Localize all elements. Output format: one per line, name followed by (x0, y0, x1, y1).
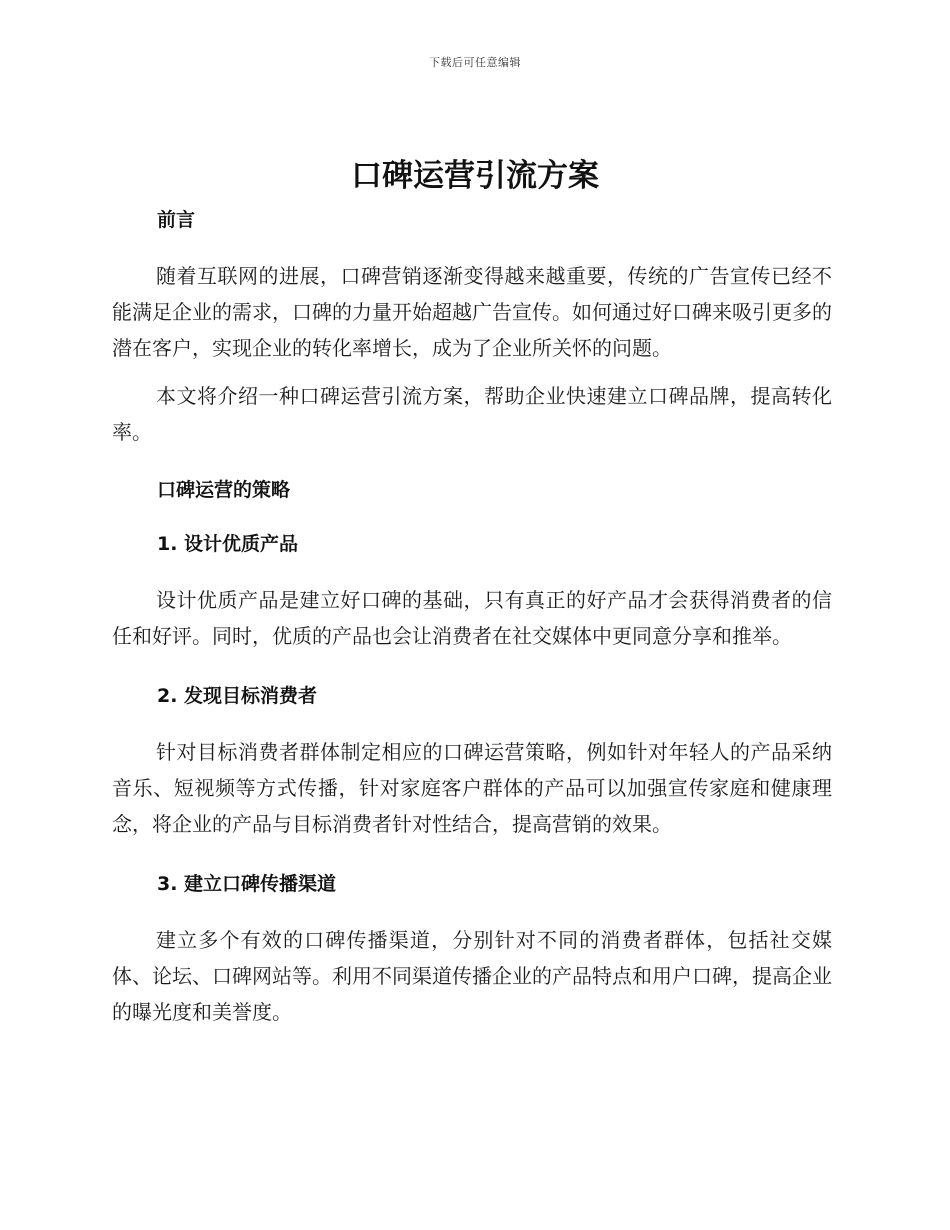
preface-heading: 前言 (157, 209, 196, 231)
section-paragraph-1: 设计优质产品是建立好口碑的基础，只有真正的好产品才会获得消费者的信任和好评。同时，优质的产品也会让消费者在社交媒体中更同意分享和推举。 (112, 588, 832, 648)
section-heading-3: 3. 建立口碑传播渠道 (157, 873, 337, 895)
document-title: 口碑运营引流方案 (351, 158, 599, 194)
section-paragraph-2: 针对目标消费者群体制定相应的口碑运营策略，例如针对年轻人的产品采纳音乐、短视频等方式传播，针对家庭客户群体的产品可以加强宣传家庭和健康理念，将企业的产品与目标消费者针对性结合，提高营销的效果。 (112, 740, 832, 836)
section-paragraph-3: 建立多个有效的口碑传播渠道，分别针对不同的消费者群体，包括社交媒体、论坛、口碑网站等。利用不同渠道传播企业的产品特点和用户口碑，提高企业的曝光度和美誉度。 (112, 928, 832, 1024)
preface-paragraph-1: 随着互联网的进展，口碑营销逐渐变得越来越重要，传统的广告宣传已经不能满足企业的需求，口碑的力量开始超越广告宣传。如何通过好口碑来吸引更多的潜在客户，实现企业的转化率增长，成为了企业所关怀的问题。 (112, 264, 832, 360)
section-heading-1: 1. 设计优质产品 (157, 533, 299, 555)
strategy-heading: 口碑运营的策略 (157, 479, 291, 501)
section-heading-2: 2. 发现目标消费者 (157, 685, 318, 707)
document-body (112, 200, 832, 1030)
preface-paragraph-2: 本文将介绍一种口碑运营引流方案，帮助企业快速建立口碑品牌，提高转化率。 (112, 384, 832, 444)
header-note: 下载后可任意编辑 (429, 56, 521, 69)
